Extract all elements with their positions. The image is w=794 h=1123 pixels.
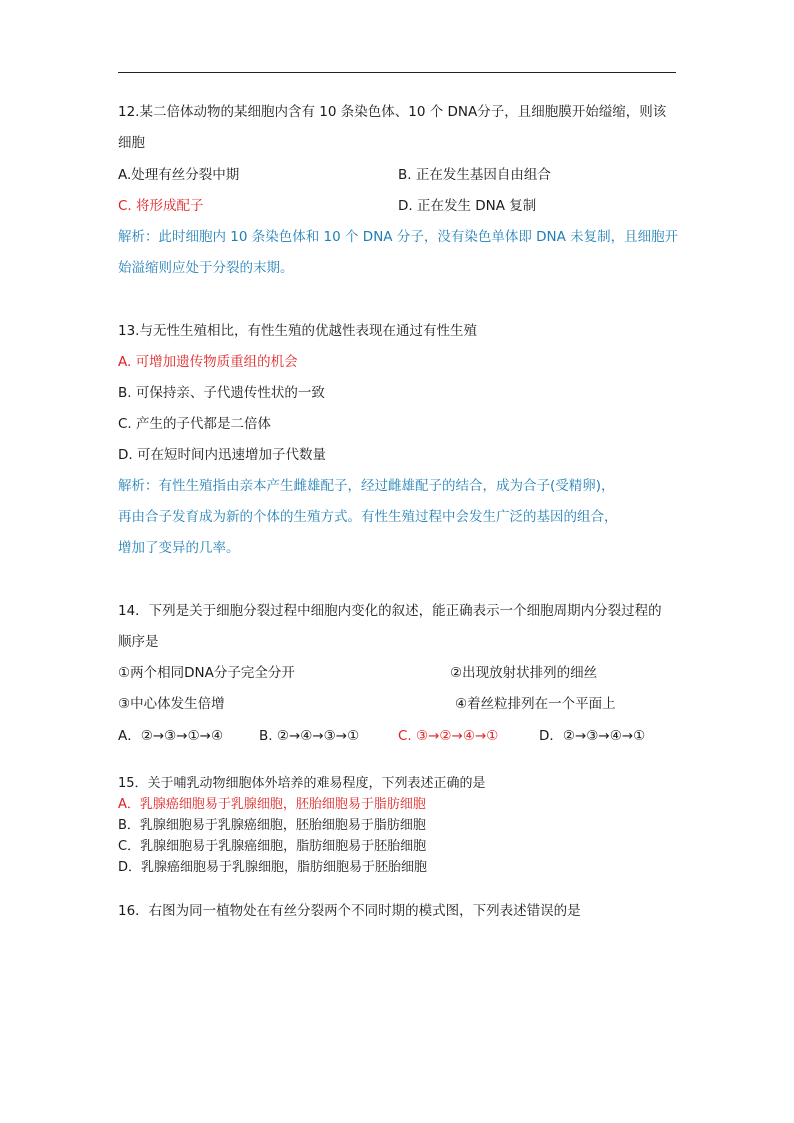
q12-option-b: B. 正在发生基因自由组合 — [398, 167, 551, 183]
q14-item-2: ②出现放射状排列的细丝 — [450, 665, 598, 681]
q14-item-4: ④着丝粒排列在一个平面上 — [455, 696, 616, 712]
q12-option-d: D. 正在发生 DNA 复制 — [398, 198, 537, 214]
q15-option-a-answer: A．乳腺癌细胞易于乳腺细胞，胚胎细胞易于脂肪细胞 — [118, 797, 426, 812]
q14-stem-line1: 14．下列是关于细胞分裂过程中细胞内变化的叙述，能正确表示一个细胞周期内分裂过程的 — [118, 603, 662, 619]
q13-option-a-answer: A. 可增加遗传物质重组的机会 — [118, 354, 298, 370]
q15-option-d: D．乳腺癌细胞易于乳腺细胞，脂肪细胞易于胚胎细胞 — [118, 860, 428, 875]
q13-option-b: B. 可保持亲、子代遗传性状的一致 — [118, 385, 325, 401]
q12-stem-line1: 12.某二倍体动物的某细胞内含有 10 条染色体、10 个 DNA分子，且细胞膜开始缢缩，则该 — [118, 104, 667, 120]
q12-option-a: A.处理有丝分裂中期 — [118, 167, 240, 183]
q15-option-b: B．乳腺细胞易于乳腺癌细胞，胚胎细胞易于脂肪细胞 — [118, 818, 426, 833]
q14-option-d: D．②→③→④→① — [539, 728, 646, 744]
q15-option-c: C．乳腺细胞易于乳腺癌细胞，脂肪细胞易于胚胎细胞 — [118, 839, 427, 854]
header-rule — [118, 72, 676, 73]
q14-item-1: ①两个相同DNA分子完全分开 — [118, 665, 295, 681]
q14-option-b: B. ②→④→③→① — [259, 728, 360, 744]
q14-option-c-answer: C. ③→②→④→① — [398, 728, 499, 744]
q12-option-c-answer: C. 将形成配子 — [118, 198, 204, 214]
q13-option-d: D. 可在短时间内迅速增加子代数量 — [118, 447, 326, 463]
q12-analysis-line1: 解析：此时细胞内 10 条染色体和 10 个 DNA 分子，没有染色单体即 DNA 未复制，且细胞开 — [118, 229, 679, 245]
q13-analysis-line1: 解析：有性生殖指由亲本产生雌雄配子，经过雌雄配子的结合，成为合子(受精卵)， — [118, 478, 615, 494]
q14-item-3: ③中心体发生倍增 — [118, 696, 225, 712]
q13-stem: 13.与无性生殖相比，有性生殖的优越性表现在通过有性生殖 — [118, 323, 477, 339]
q13-option-c: C. 产生的子代都是二倍体 — [118, 416, 272, 432]
q15-stem: 15．关于哺乳动物细胞体外培养的难易程度，下列表述正确的是 — [118, 776, 486, 791]
q12-analysis-line2: 始溢缩则应处于分裂的末期。 — [118, 260, 294, 276]
q13-analysis-line2: 再由合子发育成为新的个体的生殖方式。有性生殖过程中会发生广泛的基因的组合， — [118, 509, 618, 525]
q14-stem-line2: 顺序是 — [118, 634, 159, 650]
q12-stem-line2: 细胞 — [118, 135, 145, 151]
q16-stem: 16．右图为同一植物处在有丝分裂两个不同时期的模式图，下列表述错误的是 — [118, 903, 581, 919]
q13-analysis-line3: 增加了变异的几率。 — [118, 540, 240, 556]
q14-option-a: A．②→③→①→④ — [118, 728, 224, 744]
